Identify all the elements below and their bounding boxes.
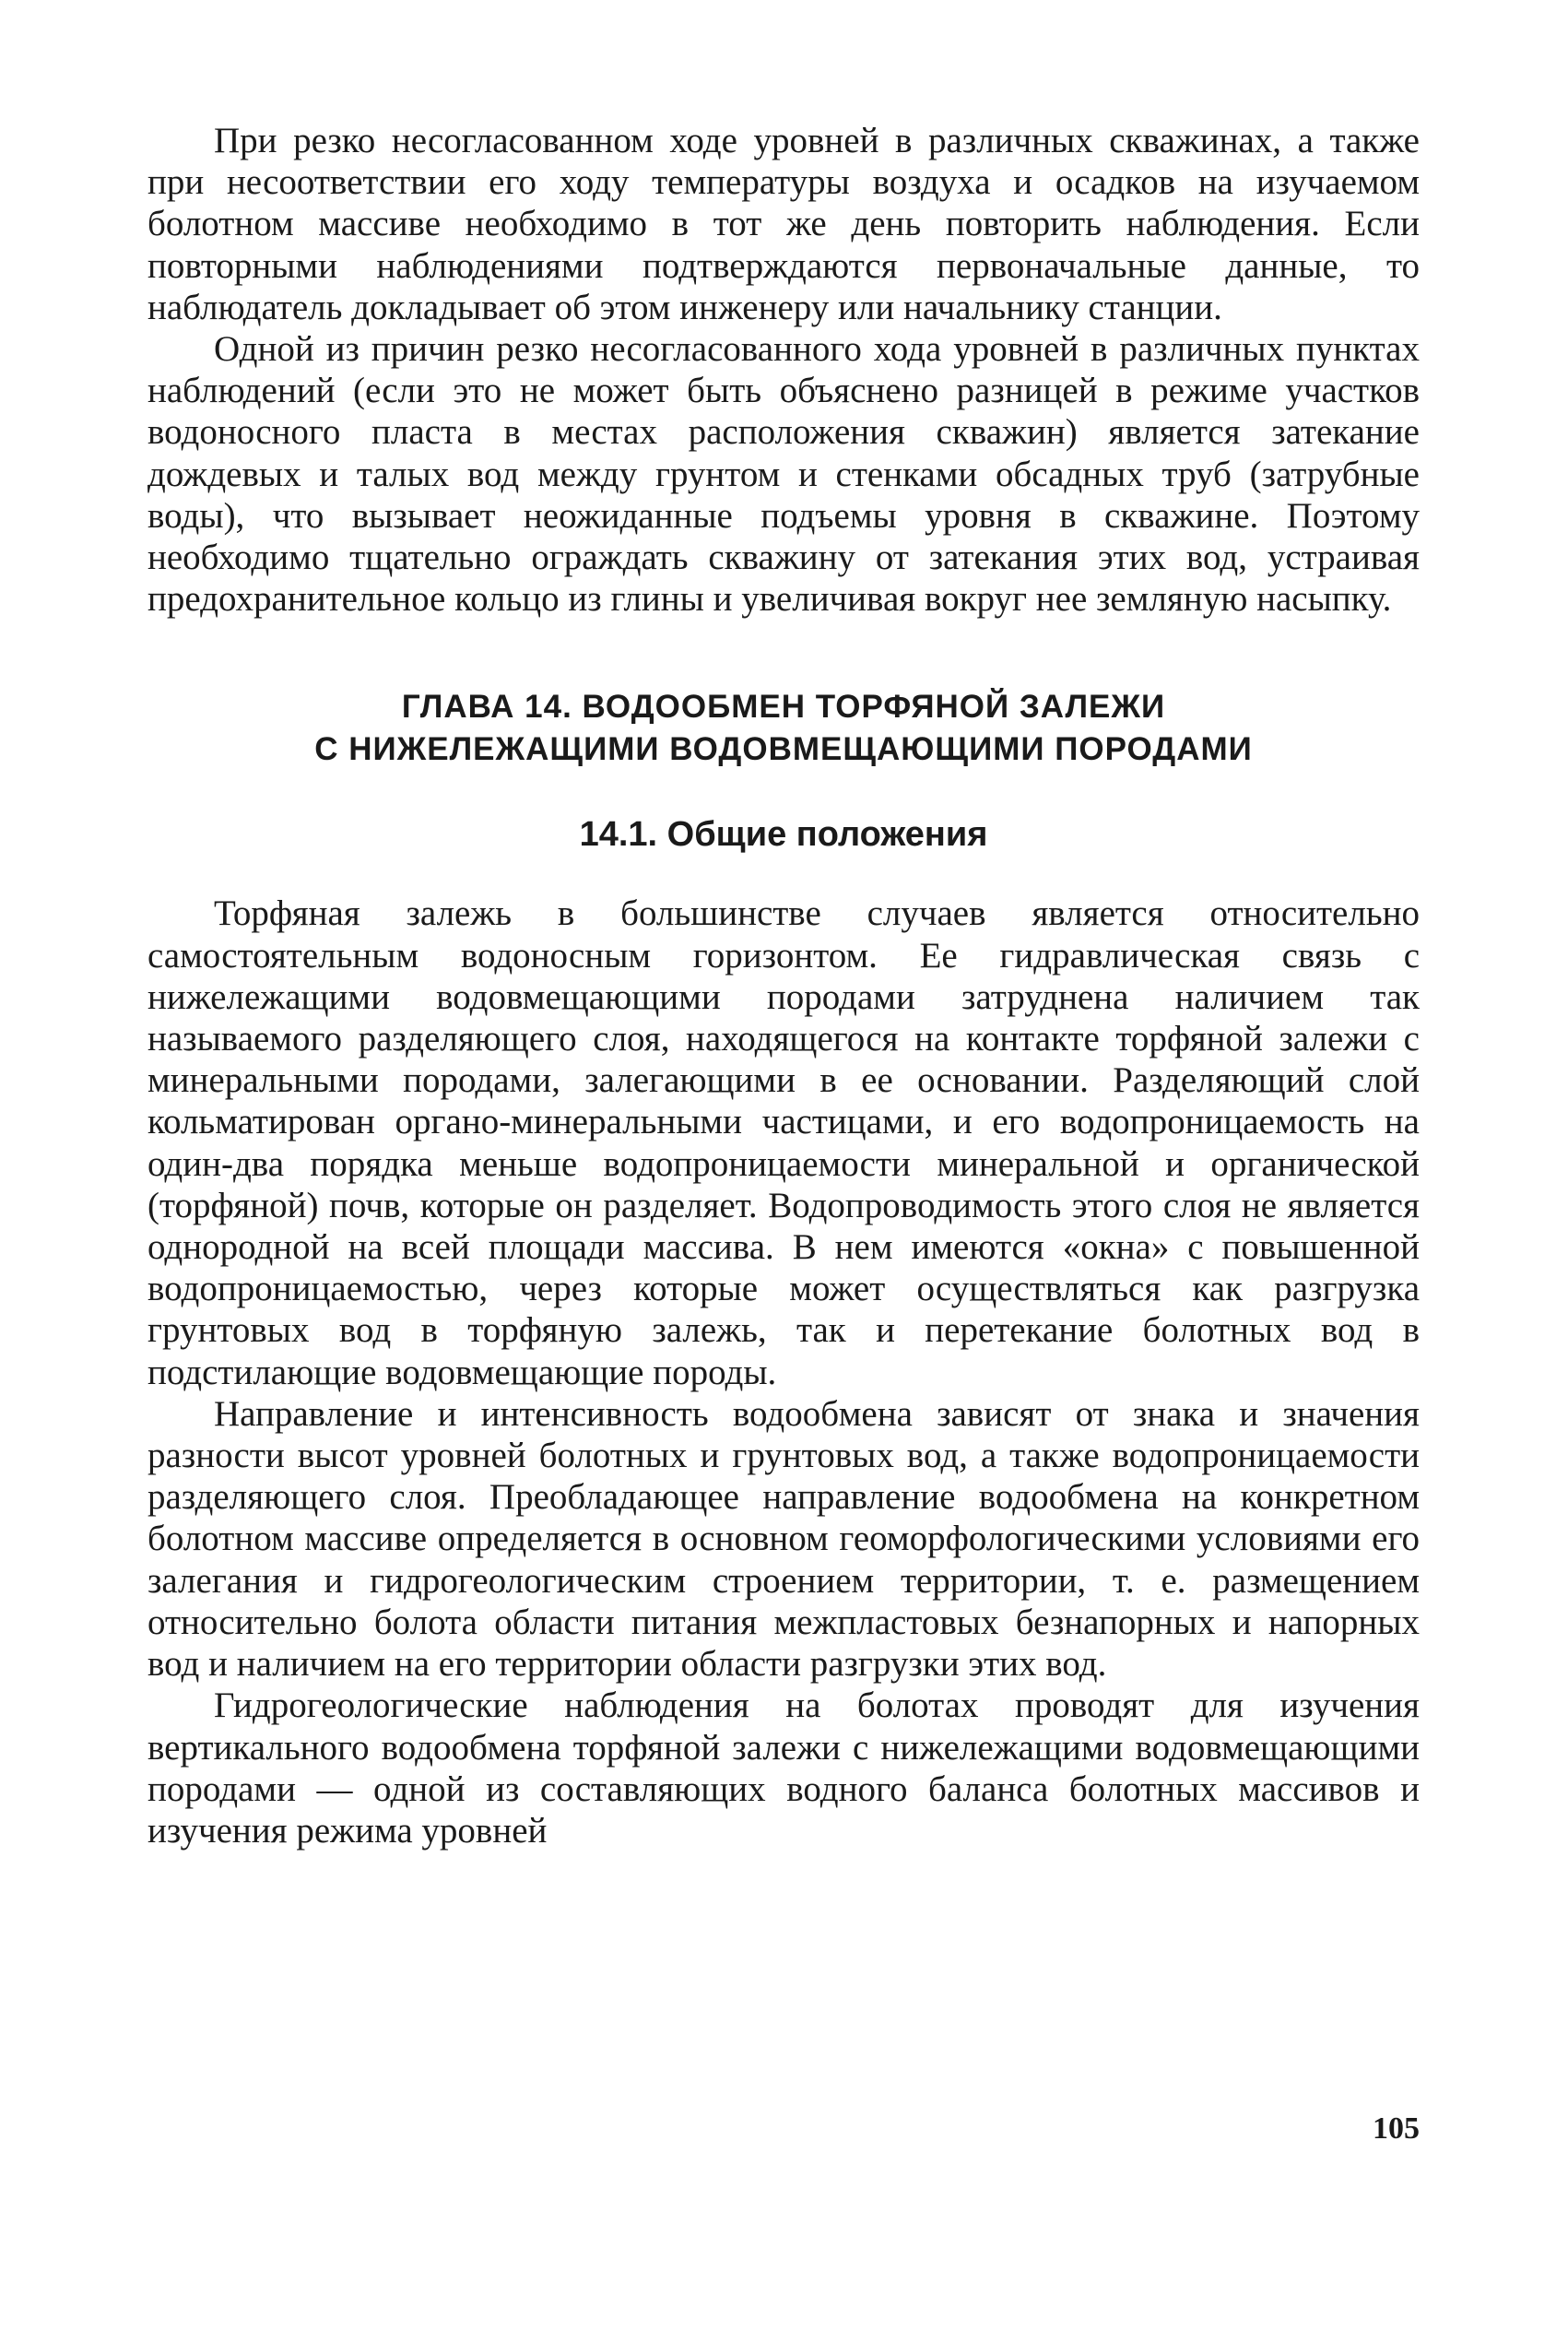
paragraph: Направление и интенсивность водообмена зависят от знака и значения разности высот уровней болотных и грунтовых вод, а также водопроницаемости разделяющего слоя. Преобладающее направление водообмена на конкретном болотном массиве определяется в основном геоморфологическими условиями его залегания и гидрогеологическим строением территории, т. е. размещением относительно болота области питания межпластовых безнапорных и напорных вод и наличием на его территории области разгрузки этих вод. [147, 1393, 1420, 1685]
chapter-heading [147, 686, 1420, 771]
chapter-heading-line-2: С НИЖЕЛЕЖАЩИМИ ВОДОВМЕЩАЮЩИМИ ПОРОДАМИ [314, 731, 1253, 768]
chapter-heading-line-1: ГЛАВА 14. ВОДООБМЕН ТОРФЯНОЙ ЗАЛЕЖИ [401, 689, 1166, 726]
paragraph: Торфяная залежь в большинстве случаев является относительно самостоятельным водоносным горизонтом. Ее гидравлическая связь с нижележащими водовмещающими породами затруднена наличием так называемого разделяющего слоя, находящегося на контакте торфяной залежи с минеральными породами, залегающими в ее основании. Разделяющий слой кольматирован органо-минеральными частицами, и его водопроницаемость на один-два порядка меньше водопроницаемости минеральной и органической (торфяной) почв, которые он разделяет. Водопроводимость этого слоя не является однородной на всей площади массива. В нем имеются «окна» с повышенной водопроницаемостью, через которые может осуществляться как разгрузка грунтовых вод в торфяную залежь, так и перетекание болотных вод в подстилающие водовмещающие породы. [147, 893, 1420, 1392]
paragraph: Гидрогеологические наблюдения на болотах проводят для изучения вертикального водообмена торфяной залежи с нижележащими водовмещающими породами — одной из составляющих водного баланса болотных массивов и изучения режима уровней [147, 1685, 1420, 1851]
paragraph: При резко несогласованном ходе уровней в различных скважинах, а также при несоответствии его ходу температуры воздуха и осадков на изучаемом болотном массиве необходимо в тот же день повторить наблюдения. Если повторными наблюдениями подтверждаются первоначальные данные, то наблюдатель докладывает об этом инженеру или начальнику станции. [147, 121, 1420, 327]
section-heading: 14.1. Общие положения [579, 815, 988, 855]
page-number: 105 [1373, 2111, 1420, 2146]
page-body [147, 120, 1420, 1851]
paragraph: Одной из причин резко несогласованного хода уровней в различных пунктах наблюдений (если это не может быть объяснено разницей в режиме участков водоносного пласта в местах расположения скважин) является затекание дождевых и талых вод между грунтом и стенками обсадных труб (затрубные воды), что вызывает неожиданные подъемы уровня в скважине. Поэтому необходимо тщательно ограждать скважину от затекания этих вод, устраивая предохранительное кольцо из глины и увеличивая вокруг нее земляную насыпку. [147, 329, 1420, 620]
